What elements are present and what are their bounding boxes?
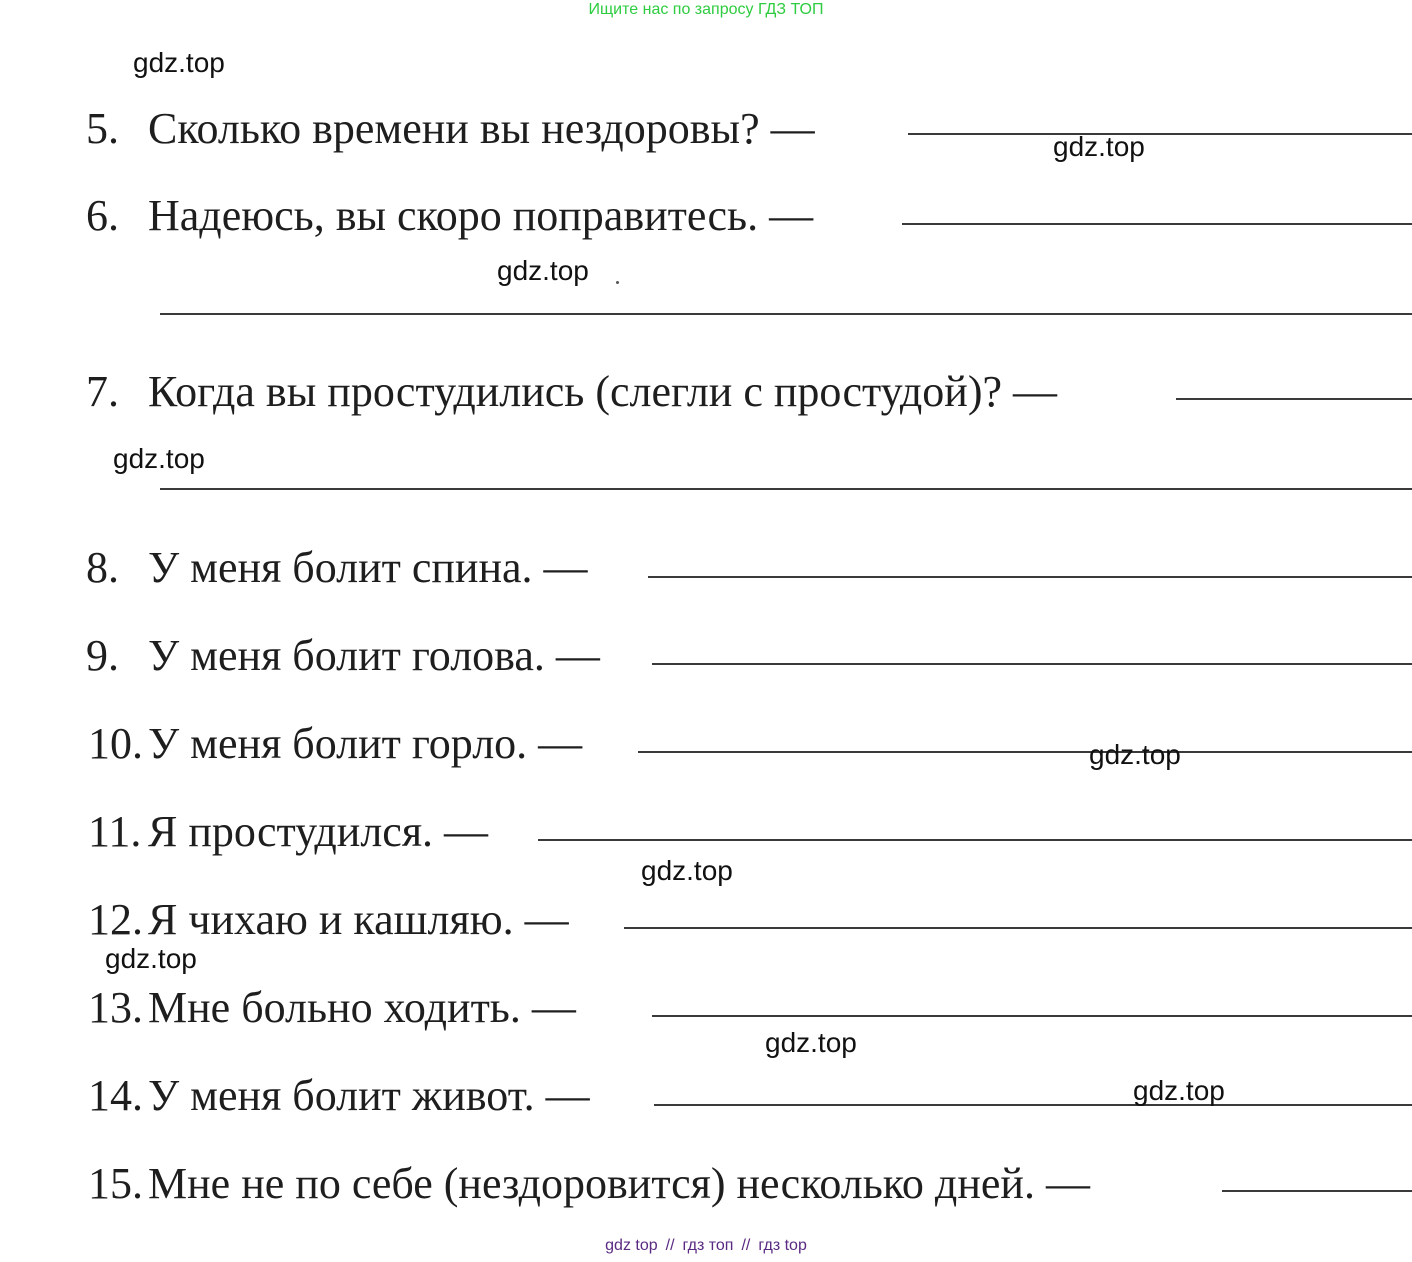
item-text: Я чихаю и кашляю. — (148, 895, 569, 944)
item-text: Сколько времени вы нездоровы? — (148, 104, 815, 153)
exercise-item-8 (86, 543, 588, 592)
item-text: Я простудился. — (148, 807, 489, 856)
footer-links (0, 1237, 1412, 1255)
answer-line (624, 927, 1412, 929)
answer-line (538, 839, 1412, 841)
stray-dot (616, 281, 619, 284)
item-number: 14. (88, 1071, 143, 1120)
exercise-item-9 (86, 631, 600, 680)
item-number: 12. (88, 895, 143, 944)
watermark: gdz.top (641, 855, 733, 886)
exercise-item-15 (88, 1159, 1090, 1208)
item-number: 13. (88, 983, 143, 1032)
item-text: Мне не по себе (нездоровится) несколько дней. — (148, 1159, 1090, 1208)
answer-line-continuation (160, 488, 1412, 490)
answer-line (902, 223, 1412, 225)
answer-line (652, 1015, 1412, 1017)
exercise-item-5 (86, 104, 815, 153)
footer-link-gdz-top-ru[interactable]: гдз топ (682, 1237, 734, 1254)
watermark: gdz.top (105, 943, 197, 974)
answer-line (1222, 1190, 1412, 1192)
footer-link-gdz-top[interactable]: gdz top (605, 1237, 658, 1254)
exercise-item-7 (86, 367, 1058, 416)
exercise-item-14 (88, 1071, 590, 1120)
footer-link-gdz-top-mixed[interactable]: гдз top (758, 1237, 807, 1254)
item-number: 15. (88, 1159, 143, 1208)
watermark: gdz.top (497, 255, 589, 286)
watermark: gdz.top (1053, 131, 1145, 162)
item-text: У меня болит горло. — (148, 719, 583, 768)
watermark: gdz.top (133, 47, 225, 78)
item-number: 5. (86, 104, 119, 153)
item-text: Мне больно ходить. — (148, 983, 576, 1032)
top-banner[interactable]: Ищите нас по запросу ГДЗ ТОП (588, 1, 824, 18)
answer-line-continuation (160, 313, 1412, 315)
answer-line (908, 133, 1412, 135)
answer-line (648, 576, 1412, 578)
item-number: 8. (86, 543, 119, 592)
item-text: Когда вы простудились (слегли с простудой)? — (148, 367, 1058, 416)
item-number: 6. (86, 191, 119, 240)
answer-line (1176, 398, 1412, 400)
watermark: gdz.top (765, 1027, 857, 1058)
item-number: 10. (88, 719, 143, 768)
item-number: 7. (86, 367, 119, 416)
footer-separator: // (741, 1237, 751, 1254)
exercise-item-10 (88, 719, 583, 768)
item-number: 11. (88, 807, 142, 856)
item-text: У меня болит голова. — (148, 631, 600, 680)
item-text: Надеюсь, вы скоро поправитесь. — (148, 191, 814, 240)
footer-separator: // (665, 1237, 675, 1254)
exercise-item-6 (86, 191, 814, 240)
answer-line (638, 751, 1412, 753)
item-text: У меня болит живот. — (148, 1071, 590, 1120)
watermark: gdz.top (1089, 739, 1181, 770)
answer-line (654, 1104, 1412, 1106)
item-text: У меня болит спина. — (148, 543, 588, 592)
item-number: 9. (86, 631, 119, 680)
exercise-item-13 (88, 983, 576, 1032)
answer-line (652, 663, 1412, 665)
exercise-item-11 (88, 807, 489, 856)
watermark: gdz.top (1133, 1075, 1225, 1106)
exercise-item-12 (88, 895, 569, 944)
watermark: gdz.top (113, 443, 205, 474)
